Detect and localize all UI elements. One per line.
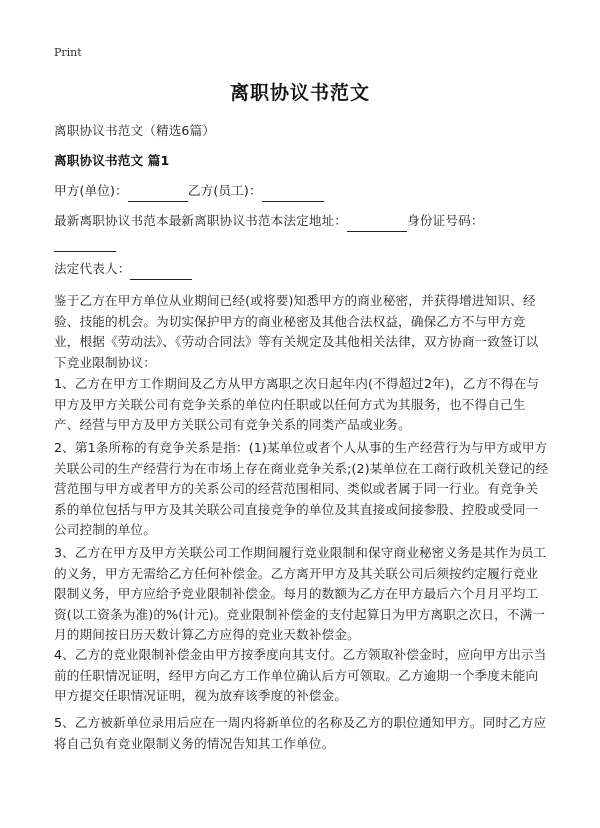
paragraph-clause-5: 5、乙方被新单位录用后应在一周内将新单位的名称及乙方的职位通知甲方。同时乙方应将自己负有竞业限制义务的情况告知其工作单位。 [54,715,547,751]
legal-rep-line [54,259,550,280]
address-blank [347,216,407,232]
paragraph-clause-3: 3、乙方在甲方及甲方关联公司工作期间履行竞业限制和保守商业秘密义务是其作为员工的义务，甲方无需给乙方任何补偿金。乙方离开甲方及其关联公司后须按约定履行竞业限制义务，甲方应给予竞业限制补偿金。每月的数额为乙方在甲方最后六个月月平均工资(以工资条为准)的%(计元)。竞业限制补偿金的支付起算日为甲方离职之次日，不满一月的期间按日历天数计算乙方应得的竞业天数补偿金。 [54,545,547,642]
paragraph-clause-1: 1、乙方在甲方工作期间及乙方从甲方离职之次日起年内(不得超过2年)，乙方不得在与甲方及甲方关联公司有竞争关系的单位内任职或以任何方式为其服务，也不得自己生产、经营与甲方及甲方关联公司有竞争关系的同类产品或业务。 [54,376,540,432]
id-number-label: 身份证号码： [407,213,484,228]
address-label: 最新离职协议书范本最新离职协议书范本法定地址： [54,213,348,228]
party-a-blank [128,186,188,202]
paragraph-clause-4: 4、乙方的竞业限制补偿金由甲方按季度向其支付。乙方领取补偿金时，应向甲方出示当前的任职情况证明，经甲方向乙方工作单位确认后方可领取。乙方逾期一个季度未能向甲方提交任职情况证明，视为放弃该季度的补偿金。 [54,647,547,703]
print-link[interactable]: Print [54,46,82,59]
party-line [54,181,550,202]
document-subtitle: 离职协议书范文（精选6篇） [54,123,216,138]
address-line [54,211,550,232]
party-b-label: 乙方(员工)： [187,183,262,198]
section-heading: 离职协议书范文 篇1 [54,153,170,168]
id-number-blank-line [54,231,550,252]
paragraph-preamble: 鉴于乙方在甲方单位从业期间已经(或将要)知悉甲方的商业秘密，并获得增进知识、经验、技能的机会。为切实保护甲方的商业秘密及其他合法权益，确保乙方不与甲方竞业，根据《劳动法》、《劳动合同法》等有关规定及其他相关法律，双方协商一致签订以下竞业限制协议： [54,293,539,370]
page-title: 离职协议书范文 [229,82,370,104]
id-number-blank [54,236,116,252]
paragraph-clause-2: 2、第1条所称的有竞争关系是指：(1)某单位或者个人从事的生产经营行为与甲方或甲方关联公司的生产经营行为在市场上存在商业竞争关系;(2)某单位在工商行政机关登记的经营范围与甲方或者甲方的关系公司的经营范围相同、类似或者属于同一行业。有竞争关系的单位包括与甲方及其关联公司直接竞争的单位及其直接或间接参股、控股或受同一公司控制的单位。 [54,440,549,537]
party-b-blank [262,186,324,202]
legal-rep-blank [130,264,192,280]
legal-rep-label: 法定代表人： [54,261,131,276]
party-a-label: 甲方(单位)： [54,183,128,198]
